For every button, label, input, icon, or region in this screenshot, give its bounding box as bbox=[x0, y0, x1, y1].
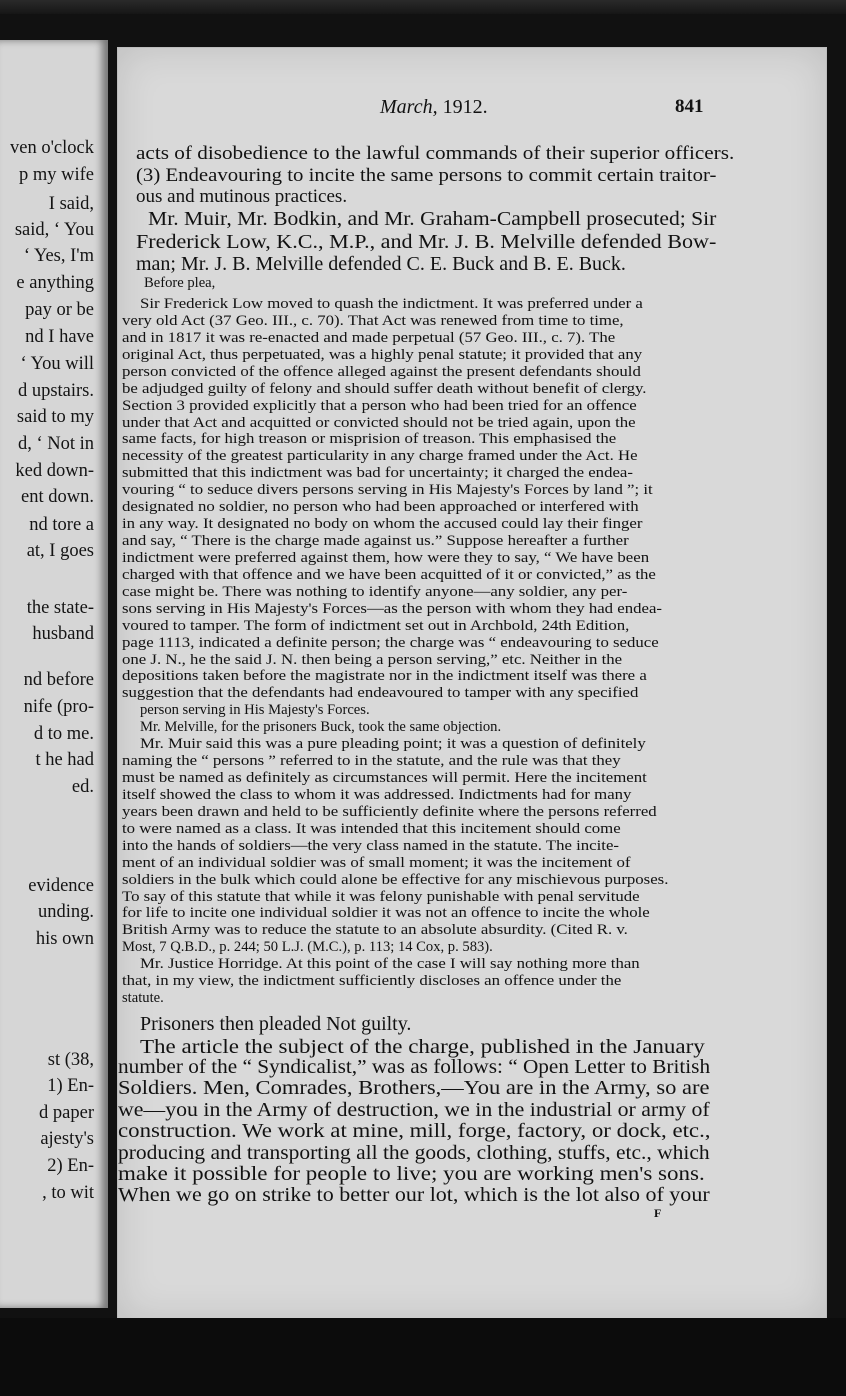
text-line: same facts, for high treason or misprision of treason. This emphasised the bbox=[122, 431, 617, 448]
text-line: one J. N., he the said J. N. then being a person serving,” etc. Neither in the bbox=[122, 651, 623, 668]
text-line: that, in my view, the indictment sufficiently discloses an offence under the bbox=[122, 973, 622, 990]
facing-page-line: 2) En- bbox=[47, 1156, 94, 1176]
facing-page-line: unding. bbox=[37, 902, 94, 922]
text-line: ous and mutinous practices. bbox=[136, 186, 348, 207]
text-line: we—you in the Army of destruction, we in the industrial or army of bbox=[118, 1099, 710, 1121]
text-line: Prisoners then pleaded Not guilty. bbox=[140, 1013, 412, 1035]
text-line: sons serving in His Majesty's Forces—as the person with whom they had endea- bbox=[122, 600, 662, 617]
facing-page-line: ‘ You will bbox=[20, 354, 94, 374]
facing-page-line: evidence bbox=[28, 876, 94, 896]
text-line: and say, “ There is the charge made against us.” Suppose hereafter a further bbox=[122, 533, 629, 550]
text-line: number of the “ Syndicalist,” was as follows: “ Open Letter to British bbox=[118, 1056, 711, 1078]
facing-page-line: d upstairs. bbox=[17, 381, 94, 401]
facing-page-line: e anything bbox=[16, 273, 94, 293]
facing-page-line: p my wife bbox=[18, 165, 94, 185]
text-line: into the hands of soldiers—the very class named in the statute. The incite- bbox=[122, 837, 619, 854]
text-line: depositions taken before the magistrate nor in the indictment itself was there a bbox=[122, 668, 647, 685]
text-line: Section 3 provided explicitly that a person who had been tried for an offence bbox=[122, 397, 637, 414]
facing-page-line: said to my bbox=[16, 407, 94, 427]
text-line: person serving in His Majesty's Forces. bbox=[140, 702, 370, 719]
facing-page-line: nd tore a bbox=[29, 515, 94, 535]
facing-page-line: d, ‘ Not in bbox=[17, 434, 94, 454]
text-line: to were named as a class. It was intended that this incitement should come bbox=[122, 820, 621, 837]
facing-page-line: nife (pro- bbox=[23, 697, 94, 717]
facing-page-line: 1) En- bbox=[47, 1076, 94, 1096]
scan-bottom-edge bbox=[0, 1318, 846, 1396]
text-line: submitted that this indictment was bad for uncertainty; it charged the endea- bbox=[122, 465, 633, 482]
facing-page-fragment bbox=[0, 40, 108, 1308]
text-line: in any way. It designated no body on whom the accused could lay their finger bbox=[122, 516, 643, 533]
text-line: Mr. Muir, Mr. Bodkin, and Mr. Graham-Campbell prosecuted; Sir bbox=[148, 208, 717, 230]
text-line: When we go on strike to better our lot, which is the lot also of your bbox=[118, 1184, 710, 1206]
text-line: Before plea, bbox=[144, 275, 216, 291]
text-line: Sir Frederick Low moved to quash the indictment. It was preferred under a bbox=[140, 296, 643, 312]
text-line: Mr. Melville, for the prisoners Buck, took the same objection. bbox=[140, 719, 502, 736]
text-line: suggestion that the defendants had endeavoured to tamper with any specified bbox=[122, 685, 639, 702]
facing-page-line: ven o'clock bbox=[10, 138, 94, 158]
text-line: British Army was to reduce the statute to an absolute absurdity. (Cited R. v. bbox=[122, 922, 628, 939]
text-line: years been drawn and held to be sufficiently definite where the persons referred bbox=[122, 803, 657, 820]
facing-page-line: nd before bbox=[23, 670, 94, 690]
text-line: naming the “ persons ” referred to in the statute, and the rule was that they bbox=[122, 753, 621, 770]
text-line: soldiers in the bulk which could alone be effective for any mischievous purposes. bbox=[122, 871, 669, 888]
text-line: statute. bbox=[122, 990, 164, 1007]
facing-page-line: ‘ Yes, I'm bbox=[23, 246, 94, 266]
text-line: Mr. Muir said this was a pure pleading point; it was a question of definitely bbox=[140, 736, 646, 753]
text-line: make it possible for people to live; you are working men's sons. bbox=[118, 1163, 705, 1185]
text-line: under that Act and acquitted or convicted should not be tried again, upon the bbox=[122, 414, 636, 431]
text-line: acts of disobedience to the lawful commands of their superior officers. bbox=[136, 143, 735, 164]
text-line: Soldiers. Men, Comrades, Brothers,—You are in the Army, so are bbox=[118, 1077, 710, 1099]
text-line: page 1113, indicated a definite person; the charge was “ endeavouring to seduce bbox=[122, 634, 659, 651]
text-line: be adjudged guilty of felony and should suffer death without benefit of clergy. bbox=[122, 380, 647, 397]
facing-page-line: ed. bbox=[71, 777, 94, 797]
text-line: The article the subject of the charge, published in the January bbox=[140, 1036, 705, 1058]
text-line: necessity of the greatest particularity in any charge framed under the Act. He bbox=[122, 448, 638, 465]
facing-page-line: husband bbox=[32, 624, 94, 644]
text-line: Most, 7 Q.B.D., p. 244; 50 L.J. (M.C.), p. 113; 14 Cox, p. 583). bbox=[122, 939, 493, 956]
text-line: charged with that offence and we have been acquitted of it or convicted,” as the bbox=[122, 566, 656, 583]
text-line: itself showed the class to whom it was addressed. Indictments had for many bbox=[122, 786, 632, 803]
facing-page-line: , to wit bbox=[42, 1183, 94, 1203]
text-line: voured to tamper. The form of indictment set out in Archbold, 24th Edition, bbox=[122, 617, 630, 634]
text-line: construction. We work at mine, mill, forge, factory, or dock, etc., bbox=[118, 1120, 711, 1142]
text-line: very old Act (37 Geo. III., c. 70). That Act was renewed from time to time, bbox=[122, 312, 624, 329]
text-line: producing and transporting all the goods, clothing, stuffs, etc., which bbox=[118, 1142, 710, 1164]
text-line: must be named as definitely as circumstances will permit. Here the incitement bbox=[122, 770, 647, 787]
text-line: for life to incite one individual soldier it was not an offence to incite the whole bbox=[122, 905, 650, 922]
facing-page-line: pay or be bbox=[25, 300, 94, 320]
text-line: and in 1817 it was re-enacted and made perpetual (57 Geo. III., c. 7). The bbox=[122, 329, 616, 346]
text-line: case might be. There was nothing to identify anyone—any soldier, any per- bbox=[122, 583, 628, 600]
text-line: To say of this statute that while it was felony punishable with penal servitude bbox=[122, 888, 640, 905]
facing-page-line: nd I have bbox=[25, 327, 94, 347]
facing-page-line: d paper bbox=[39, 1103, 94, 1123]
facing-page-line: said, ‘ You bbox=[14, 220, 94, 240]
scan-top-edge bbox=[0, 0, 846, 14]
text-line: Frederick Low, K.C., M.P., and Mr. J. B. Melville defended Bow- bbox=[136, 231, 717, 253]
text-line: Mr. Justice Horridge. At this point of the case I will say nothing more than bbox=[140, 956, 640, 973]
running-head bbox=[118, 96, 826, 120]
facing-page-line: I said, bbox=[48, 194, 94, 214]
text-line: designated no soldier, no person who had been approached or interfered with bbox=[122, 499, 639, 516]
text-line: original Act, thus perpetuated, was a highly penal statute; it provided that any bbox=[122, 346, 643, 363]
text-line: man; Mr. J. B. Melville defended C. E. Buck and B. E. Buck. bbox=[136, 253, 626, 275]
facing-page-line: ajesty's bbox=[40, 1129, 94, 1149]
facing-page-line: the state- bbox=[26, 598, 94, 618]
text-line: (3) Endeavouring to incite the same persons to commit certain traitor- bbox=[136, 165, 717, 186]
text-line: vouring “ to seduce divers persons serving in His Majesty's Forces by land ”; it bbox=[122, 482, 653, 499]
running-head-title: March, 1912. bbox=[380, 96, 488, 118]
facing-page-line: t he had bbox=[35, 750, 94, 770]
facing-page-line: his own bbox=[35, 929, 94, 949]
text-line: ment of an individual soldier was of small moment; it was the incitement of bbox=[122, 854, 631, 871]
page-number: 841 bbox=[675, 96, 704, 117]
text-line: indictment were preferred against them, how were they to say, “ We have been bbox=[122, 549, 650, 566]
signature-mark: F bbox=[654, 1206, 662, 1220]
facing-page-line: st (38, bbox=[47, 1050, 94, 1070]
facing-page-line: d to me. bbox=[33, 724, 94, 744]
facing-page-line: ent down. bbox=[21, 487, 94, 507]
text-line: person convicted of the offence alleged against the present defendants should bbox=[122, 363, 641, 380]
facing-page-line: ked down- bbox=[15, 461, 94, 481]
book-page bbox=[118, 48, 826, 1320]
facing-page-line: at, I goes bbox=[26, 541, 94, 561]
